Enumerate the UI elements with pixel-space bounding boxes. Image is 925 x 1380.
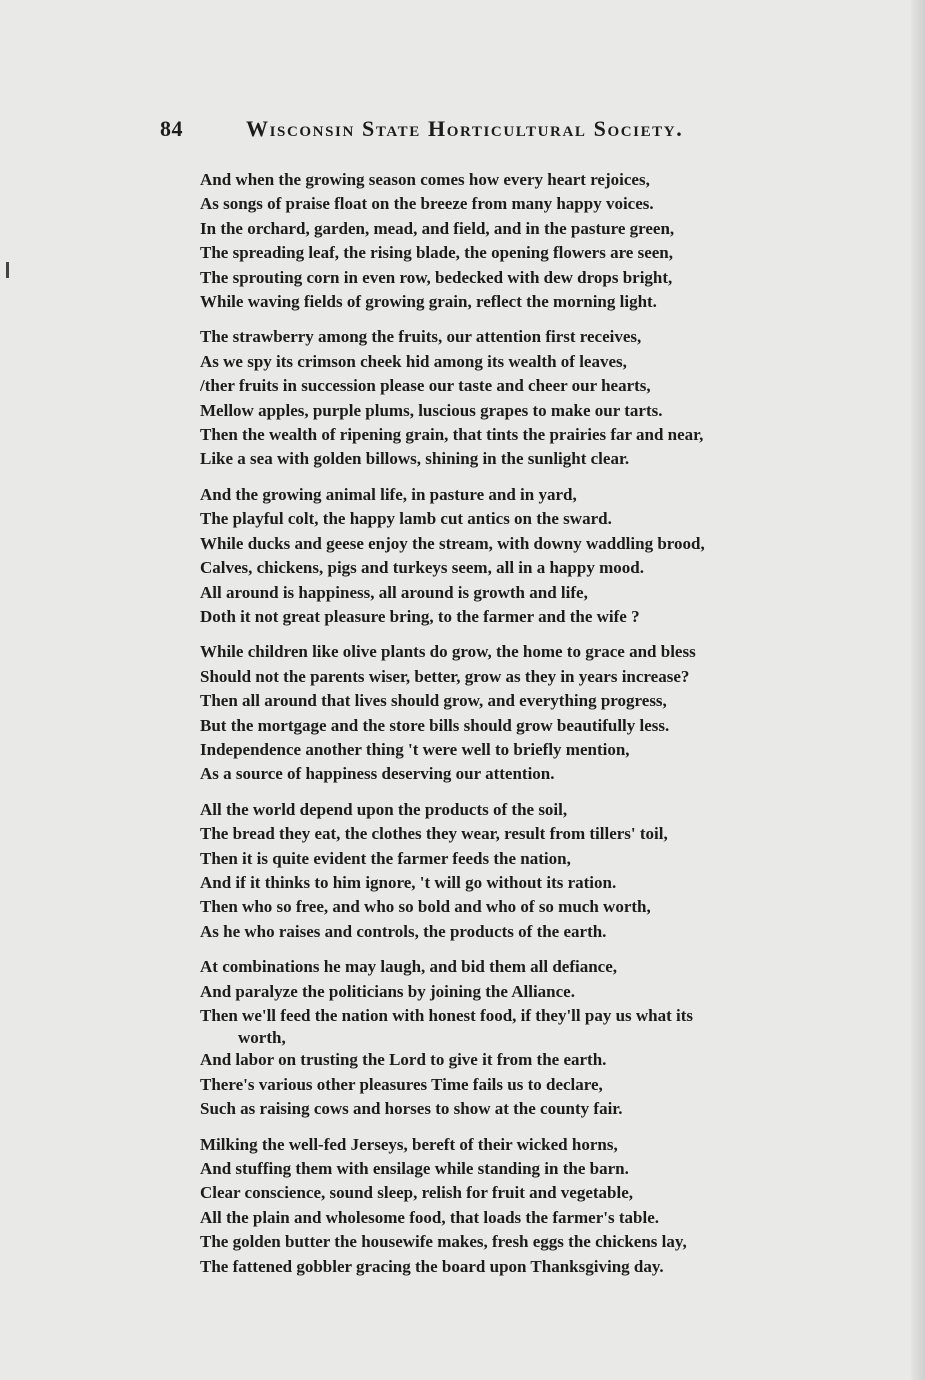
poem-line: As a source of happiness deserving our attention. bbox=[200, 764, 555, 784]
poem-line: The strawberry among the fruits, our attention first receives, bbox=[200, 327, 642, 347]
poem-line: Such as raising cows and horses to show at the county fair. bbox=[200, 1099, 623, 1119]
poem-line: And if it thinks to him ignore, 't will go without its ration. bbox=[200, 872, 617, 892]
poem-line: The golden butter the housewife makes, fresh eggs the chickens lay, bbox=[200, 1232, 687, 1252]
poem-line: Then who so free, and who so bold and who of so much worth, bbox=[200, 897, 651, 917]
poem-line: And when the growing season comes how every heart rejoices, bbox=[200, 170, 650, 189]
poem-line: Clear conscience, sound sleep, relish for fruit and vegetable, bbox=[200, 1183, 634, 1203]
poem-line: And labor on trusting the Lord to give it from the earth. bbox=[200, 1050, 607, 1070]
poem-line: Mellow apples, purple plums, luscious grapes to make our tarts. bbox=[200, 400, 663, 420]
poem-line: And paralyze the politicians by joining the Alliance. bbox=[200, 981, 575, 1001]
stanza bbox=[200, 798, 860, 944]
poem-line: Like a sea with golden billows, shining in the sunlight clear. bbox=[200, 449, 630, 469]
poem-line: Then it is quite evident the farmer feeds the nation, bbox=[200, 848, 571, 868]
poem-line: Then all around that lives should grow, and everything progress, bbox=[200, 691, 667, 711]
poem-line: While waving fields of growing grain, reflect the morning light. bbox=[200, 292, 657, 312]
stanza bbox=[200, 325, 860, 471]
stanza bbox=[200, 483, 860, 629]
poem-line: But the mortgage and the store bills should grow beautifully less. bbox=[200, 715, 670, 735]
running-title: Wisconsin State Horticultural Society. bbox=[246, 116, 684, 141]
poem-line: Calves, chickens, pigs and turkeys seem, all in a happy mood. bbox=[200, 558, 644, 578]
poem-line: As he who raises and controls, the products of the earth. bbox=[200, 921, 607, 941]
poem-line: And stuffing them with ensilage while standing in the barn. bbox=[200, 1159, 629, 1179]
poem-line: The sprouting corn in even row, bedecked with dew drops bright, bbox=[200, 267, 673, 287]
poem-line: Then the wealth of ripening grain, that tints the prairies far and near, bbox=[200, 425, 704, 445]
poem-line: In the orchard, garden, mead, and field, and in the pasture green, bbox=[200, 218, 675, 238]
page-number: 84 bbox=[160, 116, 183, 141]
poem-line: worth, bbox=[238, 1028, 286, 1048]
poem-line: The playful colt, the happy lamb cut antics on the sward. bbox=[200, 509, 612, 529]
poem-line: While children like olive plants do grow, the home to grace and bless bbox=[200, 642, 696, 662]
poem-line: The bread they eat, the clothes they wear, result from tillers' toil, bbox=[200, 824, 668, 844]
stanza bbox=[200, 168, 860, 314]
poem-line: There's various other pleasures Time fails us to declare, bbox=[200, 1074, 603, 1094]
poem-line: The spreading leaf, the rising blade, the opening flowers are seen, bbox=[200, 243, 674, 263]
poem-line: Then we'll feed the nation with honest food, if they'll pay us what its bbox=[200, 1006, 694, 1025]
poem-line: Milking the well-fed Jerseys, bereft of their wicked horns, bbox=[200, 1134, 618, 1154]
poem-line: All the world depend upon the products of the soil, bbox=[200, 799, 568, 819]
poem-line: At combinations he may laugh, and bid them all defiance, bbox=[200, 957, 618, 977]
poem-line: Doth it not great pleasure bring, to the farmer and the wife ? bbox=[200, 606, 640, 626]
poem-line: As we spy its crimson cheek hid among its wealth of leaves, bbox=[200, 351, 627, 371]
poem-line: All around is happiness, all around is growth and life, bbox=[200, 582, 588, 602]
poem-line: And the growing animal life, in pasture and in yard, bbox=[200, 484, 577, 504]
poem-line: /ther fruits in succession please our taste and cheer our hearts, bbox=[200, 376, 651, 396]
stanza bbox=[200, 955, 860, 1121]
poem-line: All the plain and wholesome food, that loads the farmer's table. bbox=[200, 1207, 659, 1227]
poem-line: While ducks and geese enjoy the stream, with downy waddling brood, bbox=[200, 533, 705, 553]
page-header bbox=[160, 116, 760, 146]
stanza bbox=[200, 1133, 860, 1279]
margin-mark bbox=[6, 262, 9, 278]
poem-line: Independence another thing 't were well to briefly mention, bbox=[200, 739, 630, 759]
page-edge-shadow bbox=[911, 0, 925, 1380]
poem-line: The fattened gobbler gracing the board upon Thanksgiving day. bbox=[200, 1256, 664, 1276]
poem-line: As songs of praise float on the breeze from many happy voices. bbox=[200, 194, 654, 214]
poem-body bbox=[200, 168, 860, 1290]
poem-line: Should not the parents wiser, better, grow as they in years increase? bbox=[200, 666, 690, 686]
stanza bbox=[200, 640, 860, 786]
